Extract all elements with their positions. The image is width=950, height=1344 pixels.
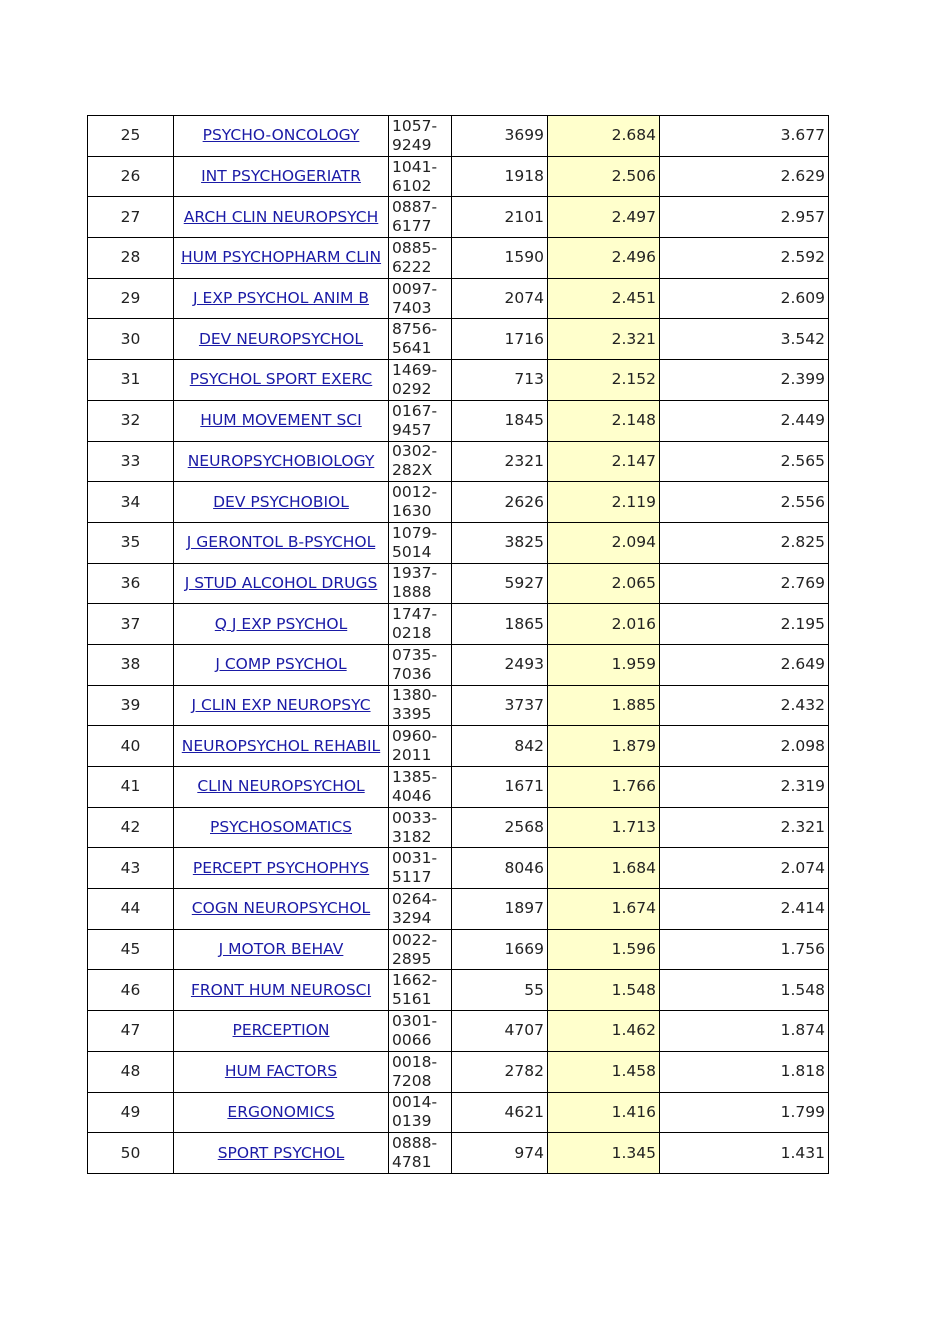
journal-title-link[interactable]: HUM FACTORS bbox=[224, 1062, 338, 1081]
total-cites-cell: 842 bbox=[452, 726, 548, 767]
issn-cell bbox=[389, 400, 452, 441]
impact-factor-cell: 2.497 bbox=[548, 197, 660, 238]
issn-suffix: 7036 bbox=[392, 664, 432, 683]
journal-title-link[interactable]: PSYCHOL SPORT EXERC bbox=[189, 370, 373, 389]
journal-title-cell bbox=[174, 563, 389, 604]
five-year-impact-factor-cell: 2.565 bbox=[660, 441, 829, 482]
five-year-impact-factor-cell: 1.818 bbox=[660, 1051, 829, 1092]
five-year-impact-factor-cell: 2.074 bbox=[660, 848, 829, 889]
issn-cell bbox=[389, 441, 452, 482]
issn-cell bbox=[389, 116, 452, 157]
issn-prefix: 1937- bbox=[392, 564, 438, 583]
issn-suffix: 0066 bbox=[392, 1030, 432, 1049]
issn-prefix: 0887- bbox=[392, 198, 438, 217]
issn-prefix: 0018- bbox=[392, 1052, 438, 1071]
journal-title-cell bbox=[174, 807, 389, 848]
impact-factor-cell: 1.713 bbox=[548, 807, 660, 848]
impact-factor-cell: 1.879 bbox=[548, 726, 660, 767]
journal-title-link[interactable]: PERCEPTION bbox=[232, 1021, 330, 1040]
issn-cell bbox=[389, 848, 452, 889]
total-cites-cell: 1845 bbox=[452, 400, 548, 441]
journal-title-cell bbox=[174, 522, 389, 563]
rank-cell: 36 bbox=[88, 563, 174, 604]
issn-prefix: 0264- bbox=[392, 889, 438, 908]
table-row bbox=[88, 522, 829, 563]
impact-factor-cell: 1.458 bbox=[548, 1051, 660, 1092]
table-row bbox=[88, 360, 829, 401]
five-year-impact-factor-cell: 2.649 bbox=[660, 644, 829, 685]
issn-cell bbox=[389, 522, 452, 563]
five-year-impact-factor-cell: 2.449 bbox=[660, 400, 829, 441]
rank-cell: 30 bbox=[88, 319, 174, 360]
journal-title-cell bbox=[174, 319, 389, 360]
journal-title-link[interactable]: J COMP PSYCHOL bbox=[215, 655, 347, 674]
issn-cell bbox=[389, 1011, 452, 1052]
journal-ranking-table bbox=[87, 115, 829, 1174]
rank-cell: 26 bbox=[88, 156, 174, 197]
impact-factor-cell: 1.462 bbox=[548, 1011, 660, 1052]
issn-cell bbox=[389, 644, 452, 685]
table-row bbox=[88, 319, 829, 360]
total-cites-cell: 1918 bbox=[452, 156, 548, 197]
impact-factor-cell: 2.496 bbox=[548, 238, 660, 279]
table-row bbox=[88, 644, 829, 685]
five-year-impact-factor-cell: 2.592 bbox=[660, 238, 829, 279]
rank-cell: 45 bbox=[88, 929, 174, 970]
rank-cell: 35 bbox=[88, 522, 174, 563]
issn-suffix: 0292 bbox=[392, 379, 432, 398]
total-cites-cell: 2782 bbox=[452, 1051, 548, 1092]
five-year-impact-factor-cell: 2.556 bbox=[660, 482, 829, 523]
rank-cell: 48 bbox=[88, 1051, 174, 1092]
rank-cell: 41 bbox=[88, 767, 174, 808]
issn-cell bbox=[389, 278, 452, 319]
journal-title-cell bbox=[174, 767, 389, 808]
journal-title-cell bbox=[174, 360, 389, 401]
five-year-impact-factor-cell: 2.629 bbox=[660, 156, 829, 197]
rank-cell: 28 bbox=[88, 238, 174, 279]
journal-title-link[interactable]: ARCH CLIN NEUROPSYCH bbox=[183, 207, 379, 226]
total-cites-cell: 1865 bbox=[452, 604, 548, 645]
issn-cell bbox=[389, 970, 452, 1011]
total-cites-cell: 1590 bbox=[452, 238, 548, 279]
issn-prefix: 0033- bbox=[392, 808, 438, 827]
impact-factor-cell: 1.766 bbox=[548, 767, 660, 808]
rank-cell: 29 bbox=[88, 278, 174, 319]
table-row bbox=[88, 848, 829, 889]
issn-suffix: 3294 bbox=[392, 908, 432, 927]
total-cites-cell: 55 bbox=[452, 970, 548, 1011]
journal-title-cell bbox=[174, 482, 389, 523]
impact-factor-cell: 1.416 bbox=[548, 1092, 660, 1133]
issn-suffix: 6102 bbox=[392, 176, 432, 195]
journal-title-cell bbox=[174, 238, 389, 279]
issn-prefix: 1041- bbox=[392, 157, 438, 176]
journal-title-link[interactable]: HUM PSYCHOPHARM CLIN bbox=[180, 248, 382, 267]
total-cites-cell: 8046 bbox=[452, 848, 548, 889]
journal-title-cell bbox=[174, 889, 389, 930]
issn-cell bbox=[389, 482, 452, 523]
table-row bbox=[88, 807, 829, 848]
journal-title-link[interactable]: FRONT HUM NEUROSCI bbox=[190, 980, 372, 999]
total-cites-cell: 974 bbox=[452, 1133, 548, 1174]
impact-factor-cell: 2.321 bbox=[548, 319, 660, 360]
five-year-impact-factor-cell: 2.432 bbox=[660, 685, 829, 726]
issn-cell bbox=[389, 156, 452, 197]
five-year-impact-factor-cell: 2.319 bbox=[660, 767, 829, 808]
table-row bbox=[88, 970, 829, 1011]
table-row bbox=[88, 197, 829, 238]
journal-title-link[interactable]: PSYCHO-ONCOLOGY bbox=[202, 126, 360, 145]
table-row bbox=[88, 238, 829, 279]
journal-title-link[interactable]: HUM MOVEMENT SCI bbox=[200, 411, 362, 430]
total-cites-cell: 1671 bbox=[452, 767, 548, 808]
five-year-impact-factor-cell: 2.098 bbox=[660, 726, 829, 767]
issn-suffix: 2011 bbox=[392, 746, 432, 765]
five-year-impact-factor-cell: 3.677 bbox=[660, 116, 829, 157]
five-year-impact-factor-cell: 2.414 bbox=[660, 889, 829, 930]
five-year-impact-factor-cell: 2.825 bbox=[660, 522, 829, 563]
issn-suffix: 0139 bbox=[392, 1112, 432, 1131]
journal-title-link[interactable]: SPORT PSYCHOL bbox=[217, 1143, 345, 1162]
five-year-impact-factor-cell: 2.399 bbox=[660, 360, 829, 401]
table-row bbox=[88, 1133, 829, 1174]
rank-cell: 40 bbox=[88, 726, 174, 767]
journal-title-cell bbox=[174, 1092, 389, 1133]
issn-cell bbox=[389, 685, 452, 726]
issn-cell bbox=[389, 1092, 452, 1133]
issn-suffix: 5161 bbox=[392, 990, 432, 1009]
issn-prefix: 1057- bbox=[392, 116, 438, 135]
total-cites-cell: 5927 bbox=[452, 563, 548, 604]
journal-title-link[interactable]: NEUROPSYCHOL REHABIL bbox=[181, 736, 381, 755]
journal-title-link[interactable]: ERGONOMICS bbox=[227, 1102, 335, 1121]
issn-prefix: 1469- bbox=[392, 360, 438, 379]
impact-factor-cell: 2.094 bbox=[548, 522, 660, 563]
issn-suffix: 7208 bbox=[392, 1071, 432, 1090]
issn-suffix: 3182 bbox=[392, 827, 432, 846]
table-row bbox=[88, 1092, 829, 1133]
five-year-impact-factor-cell: 1.799 bbox=[660, 1092, 829, 1133]
table-row bbox=[88, 482, 829, 523]
journal-title-cell bbox=[174, 929, 389, 970]
journal-title-link[interactable]: PERCEPT PSYCHOPHYS bbox=[192, 858, 370, 877]
journal-title-cell bbox=[174, 1051, 389, 1092]
rank-cell: 47 bbox=[88, 1011, 174, 1052]
total-cites-cell: 3825 bbox=[452, 522, 548, 563]
journal-title-link[interactable]: J GERONTOL B-PSYCHOL bbox=[186, 533, 376, 552]
issn-cell bbox=[389, 929, 452, 970]
issn-suffix: 6222 bbox=[392, 257, 432, 276]
table-row bbox=[88, 604, 829, 645]
issn-prefix: 0097- bbox=[392, 279, 438, 298]
issn-cell bbox=[389, 726, 452, 767]
table-row bbox=[88, 278, 829, 319]
issn-suffix: 1888 bbox=[392, 583, 432, 602]
issn-suffix: 5014 bbox=[392, 542, 432, 561]
rank-cell: 27 bbox=[88, 197, 174, 238]
total-cites-cell: 3737 bbox=[452, 685, 548, 726]
total-cites-cell: 2101 bbox=[452, 197, 548, 238]
rank-cell: 25 bbox=[88, 116, 174, 157]
table-row bbox=[88, 400, 829, 441]
impact-factor-cell: 2.506 bbox=[548, 156, 660, 197]
rank-cell: 33 bbox=[88, 441, 174, 482]
journal-title-cell bbox=[174, 156, 389, 197]
issn-cell bbox=[389, 563, 452, 604]
issn-prefix: 0022- bbox=[392, 930, 438, 949]
rank-cell: 46 bbox=[88, 970, 174, 1011]
total-cites-cell: 4621 bbox=[452, 1092, 548, 1133]
issn-cell bbox=[389, 604, 452, 645]
impact-factor-cell: 1.596 bbox=[548, 929, 660, 970]
journal-title-link[interactable]: PSYCHOSOMATICS bbox=[210, 818, 352, 837]
issn-cell bbox=[389, 1051, 452, 1092]
issn-suffix: 4781 bbox=[392, 1153, 432, 1172]
journal-title-link[interactable]: Q J EXP PSYCHOL bbox=[214, 614, 348, 633]
issn-prefix: 0735- bbox=[392, 645, 438, 664]
impact-factor-cell: 2.119 bbox=[548, 482, 660, 523]
five-year-impact-factor-cell: 1.874 bbox=[660, 1011, 829, 1052]
journal-title-link[interactable]: CLIN NEUROPSYCHOL bbox=[197, 777, 365, 796]
issn-suffix: 1630 bbox=[392, 502, 432, 521]
journal-title-cell bbox=[174, 604, 389, 645]
rank-cell: 39 bbox=[88, 685, 174, 726]
issn-prefix: 0167- bbox=[392, 401, 438, 420]
rank-cell: 50 bbox=[88, 1133, 174, 1174]
journal-title-link[interactable]: J EXP PSYCHOL ANIM B bbox=[193, 289, 369, 308]
total-cites-cell: 2493 bbox=[452, 644, 548, 685]
total-cites-cell: 1716 bbox=[452, 319, 548, 360]
issn-cell bbox=[389, 319, 452, 360]
table-row bbox=[88, 685, 829, 726]
issn-prefix: 0302- bbox=[392, 442, 438, 461]
impact-factor-cell: 1.684 bbox=[548, 848, 660, 889]
impact-factor-cell: 2.152 bbox=[548, 360, 660, 401]
issn-suffix: 2895 bbox=[392, 949, 432, 968]
issn-cell bbox=[389, 197, 452, 238]
total-cites-cell: 713 bbox=[452, 360, 548, 401]
table-row bbox=[88, 726, 829, 767]
issn-prefix: 0014- bbox=[392, 1093, 438, 1112]
issn-cell bbox=[389, 767, 452, 808]
five-year-impact-factor-cell: 1.431 bbox=[660, 1133, 829, 1174]
issn-cell bbox=[389, 360, 452, 401]
five-year-impact-factor-cell: 3.542 bbox=[660, 319, 829, 360]
impact-factor-cell: 1.959 bbox=[548, 644, 660, 685]
impact-factor-cell: 1.674 bbox=[548, 889, 660, 930]
impact-factor-cell: 2.065 bbox=[548, 563, 660, 604]
table-row bbox=[88, 116, 829, 157]
rank-cell: 32 bbox=[88, 400, 174, 441]
table-row bbox=[88, 563, 829, 604]
journal-title-link[interactable]: DEV PSYCHOBIOL bbox=[213, 492, 349, 511]
rank-cell: 34 bbox=[88, 482, 174, 523]
rank-cell: 43 bbox=[88, 848, 174, 889]
issn-cell bbox=[389, 889, 452, 930]
issn-prefix: 1380- bbox=[392, 686, 438, 705]
issn-prefix: 0960- bbox=[392, 727, 438, 746]
total-cites-cell: 2626 bbox=[452, 482, 548, 523]
total-cites-cell: 2321 bbox=[452, 441, 548, 482]
journal-title-cell bbox=[174, 197, 389, 238]
journal-title-link[interactable]: INT PSYCHOGERIATR bbox=[201, 167, 361, 186]
five-year-impact-factor-cell: 2.195 bbox=[660, 604, 829, 645]
total-cites-cell: 3699 bbox=[452, 116, 548, 157]
total-cites-cell: 2568 bbox=[452, 807, 548, 848]
journal-title-link[interactable]: J CLIN EXP NEUROPSYC bbox=[191, 695, 371, 714]
journal-title-cell bbox=[174, 1011, 389, 1052]
impact-factor-cell: 2.147 bbox=[548, 441, 660, 482]
impact-factor-cell: 2.148 bbox=[548, 400, 660, 441]
table-body bbox=[88, 116, 829, 1174]
journal-title-cell bbox=[174, 1133, 389, 1174]
journal-title-cell bbox=[174, 278, 389, 319]
issn-suffix: 3395 bbox=[392, 705, 432, 724]
journal-title-cell bbox=[174, 685, 389, 726]
issn-prefix: 0888- bbox=[392, 1134, 438, 1153]
issn-prefix: 8756- bbox=[392, 320, 438, 339]
issn-suffix: 6177 bbox=[392, 217, 432, 236]
issn-suffix: 5117 bbox=[392, 868, 432, 887]
issn-prefix: 1079- bbox=[392, 523, 438, 542]
impact-factor-cell: 2.451 bbox=[548, 278, 660, 319]
table-row bbox=[88, 1011, 829, 1052]
issn-suffix: 9457 bbox=[392, 420, 432, 439]
impact-factor-cell: 1.345 bbox=[548, 1133, 660, 1174]
table-row bbox=[88, 929, 829, 970]
journal-title-link[interactable]: J STUD ALCOHOL DRUGS bbox=[184, 573, 378, 592]
journal-title-cell bbox=[174, 116, 389, 157]
impact-factor-cell: 1.885 bbox=[548, 685, 660, 726]
journal-title-link[interactable]: NEUROPSYCHOBIOLOGY bbox=[187, 451, 375, 470]
five-year-impact-factor-cell: 1.756 bbox=[660, 929, 829, 970]
journal-title-cell bbox=[174, 441, 389, 482]
total-cites-cell: 1897 bbox=[452, 889, 548, 930]
rank-cell: 38 bbox=[88, 644, 174, 685]
issn-cell bbox=[389, 807, 452, 848]
rank-cell: 49 bbox=[88, 1092, 174, 1133]
issn-prefix: 1385- bbox=[392, 767, 438, 786]
five-year-impact-factor-cell: 2.609 bbox=[660, 278, 829, 319]
issn-prefix: 0301- bbox=[392, 1011, 438, 1030]
table-row bbox=[88, 441, 829, 482]
table-row bbox=[88, 889, 829, 930]
journal-title-link[interactable]: J MOTOR BEHAV bbox=[218, 940, 344, 959]
impact-factor-cell: 1.548 bbox=[548, 970, 660, 1011]
five-year-impact-factor-cell: 2.769 bbox=[660, 563, 829, 604]
table-row bbox=[88, 1051, 829, 1092]
journal-title-cell bbox=[174, 726, 389, 767]
journal-title-link[interactable]: COGN NEUROPSYCHOL bbox=[191, 899, 371, 918]
journal-title-cell bbox=[174, 848, 389, 889]
table-row bbox=[88, 767, 829, 808]
issn-suffix: 282X bbox=[392, 461, 433, 480]
journal-title-cell bbox=[174, 644, 389, 685]
rank-cell: 44 bbox=[88, 889, 174, 930]
impact-factor-cell: 2.684 bbox=[548, 116, 660, 157]
issn-suffix: 9249 bbox=[392, 135, 432, 154]
issn-prefix: 1747- bbox=[392, 605, 438, 624]
issn-prefix: 0885- bbox=[392, 238, 438, 257]
table-row bbox=[88, 156, 829, 197]
journal-title-link[interactable]: DEV NEUROPSYCHOL bbox=[198, 329, 364, 348]
five-year-impact-factor-cell: 1.548 bbox=[660, 970, 829, 1011]
issn-suffix: 0218 bbox=[392, 624, 432, 643]
issn-prefix: 0012- bbox=[392, 483, 438, 502]
issn-prefix: 1662- bbox=[392, 971, 438, 990]
issn-cell bbox=[389, 238, 452, 279]
five-year-impact-factor-cell: 2.321 bbox=[660, 807, 829, 848]
journal-title-cell bbox=[174, 970, 389, 1011]
rank-cell: 37 bbox=[88, 604, 174, 645]
five-year-impact-factor-cell: 2.957 bbox=[660, 197, 829, 238]
total-cites-cell: 4707 bbox=[452, 1011, 548, 1052]
issn-suffix: 5641 bbox=[392, 339, 432, 358]
issn-cell bbox=[389, 1133, 452, 1174]
issn-suffix: 4046 bbox=[392, 786, 432, 805]
issn-suffix: 7403 bbox=[392, 298, 432, 317]
journal-title-cell bbox=[174, 400, 389, 441]
impact-factor-cell: 2.016 bbox=[548, 604, 660, 645]
total-cites-cell: 1669 bbox=[452, 929, 548, 970]
total-cites-cell: 2074 bbox=[452, 278, 548, 319]
rank-cell: 42 bbox=[88, 807, 174, 848]
rank-cell: 31 bbox=[88, 360, 174, 401]
issn-prefix: 0031- bbox=[392, 849, 438, 868]
